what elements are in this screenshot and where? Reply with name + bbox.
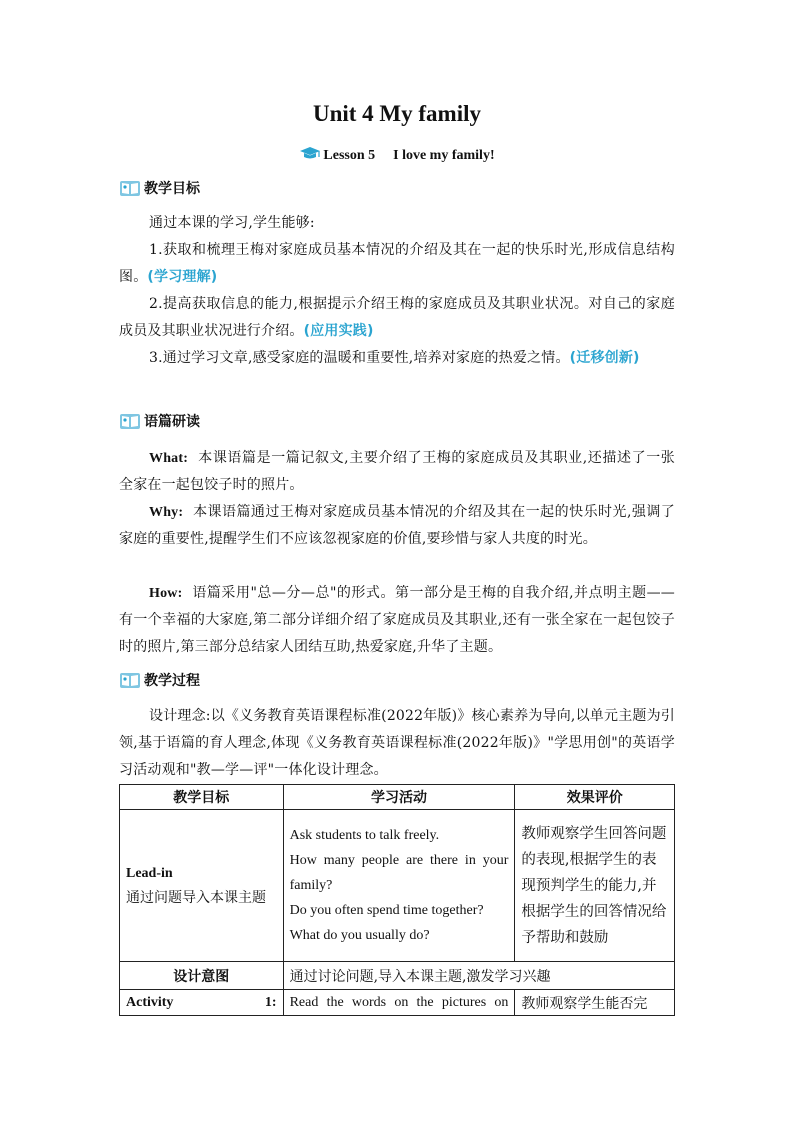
leadin-activity-cell: [283, 810, 515, 962]
activity1-label: Activity 1:: [120, 990, 284, 1016]
goal-tag-3: (迁移创新): [569, 350, 640, 366]
goal-tag-2: (应用实践): [303, 323, 374, 339]
lesson-title: I love my family!: [393, 148, 495, 163]
reading-how: How: 语篇采用"总—分—总"的形式。第一部分是王梅的自我介绍,并点明主题——有一个幸福的大家庭,第二部分详细介绍了家庭成员及其职业,还有一张全家在一起包饺子时的照片,第三部分总结家人团结互助,热爱家庭,升华了主题。: [119, 585, 676, 655]
leadin-title: Lead-in: [126, 865, 173, 881]
table-header: 学习活动: [283, 785, 515, 810]
section-heading-reading: 语篇研读: [119, 411, 200, 431]
goals-intro: 通过本课的学习,学生能够:: [149, 215, 315, 231]
design-philosophy: 设计理念:以《义务教育英语课程标准(2022年版)》核心素养为导向,以单元主题为引领,基于语篇的育人理念,体现《义务教育英语课程标准(2022年版)》"学思用创"的英语学习活动观和"教—学—评"一体化设计理念。: [119, 708, 675, 778]
leadin-activity-line: Ask students to talk freely.: [289, 828, 440, 843]
leadin-eval-cell: 教师观察学生回答问题的表现,根据学生的表现预判学生的能力,并根据学生的回答情况给予帮助和鼓励: [515, 810, 675, 962]
leadin-goal: 通过问题导入本课主题: [126, 889, 266, 906]
reading-what: What: 本课语篇是一篇记叙文,主要介绍了王梅的家庭成员及其职业,还描述了一张全家在一起包饺子时的照片。: [119, 450, 675, 493]
lesson-plan-table: [119, 784, 675, 1016]
table-row: [120, 990, 675, 1016]
section-heading-goals: 教学目标: [119, 178, 200, 198]
goal-item-3: 3.通过学习文章,感受家庭的温暖和重要性,培养对家庭的热爱之情。(迁移创新): [149, 350, 640, 366]
lesson-number: Lesson 5: [323, 148, 376, 163]
leadin-activity-line: What do you usually do?: [289, 928, 430, 943]
intent-label: 设计意图: [120, 962, 284, 990]
goal-item-2: 2.提高获取信息的能力,根据提示介绍王梅的家庭成员及其职业状况。对自己的家庭成员及其职业状况进行介绍。(应用实践): [119, 296, 675, 339]
leadin-activity-line: Do you often spend time together?: [289, 903, 484, 918]
activity1-text: Read the words on the pictures on: [283, 990, 515, 1016]
page-title: Unit 4 My family: [312, 101, 481, 126]
table-header: 教学目标: [120, 785, 284, 810]
reading-why: Why: 本课语篇通过王梅对家庭成员基本情况的介绍及其在一起的快乐时光,强调了家庭的重要性,提醒学生们不应该忽视家庭的价值,要珍惜与家人共度的时光。: [119, 504, 675, 547]
book-icon: [119, 671, 141, 689]
book-icon: [119, 179, 141, 197]
book-icon: [119, 412, 141, 430]
leadin-activity-line: How many people are there in your family?: [289, 853, 509, 893]
graduation-cap-icon: [299, 146, 321, 167]
section-heading-process: 教学过程: [119, 670, 200, 690]
table-row: [120, 810, 675, 962]
leadin-goal-cell: [120, 810, 284, 962]
intent-text: 通过讨论问题,导入本课主题,激发学习兴趣: [283, 962, 674, 990]
goal-item-1: 1.获取和梳理王梅对家庭成员基本情况的介绍及其在一起的快乐时光,形成信息结构图。(学习理解): [119, 242, 675, 285]
table-header-row: [120, 785, 675, 810]
goal-tag-1: (学习理解): [147, 269, 218, 285]
lesson-subtitle: [0, 146, 794, 167]
table-header: 效果评价: [515, 785, 675, 810]
table-row: [120, 962, 675, 990]
activity1-eval: 教师观察学生能否完: [515, 990, 675, 1016]
